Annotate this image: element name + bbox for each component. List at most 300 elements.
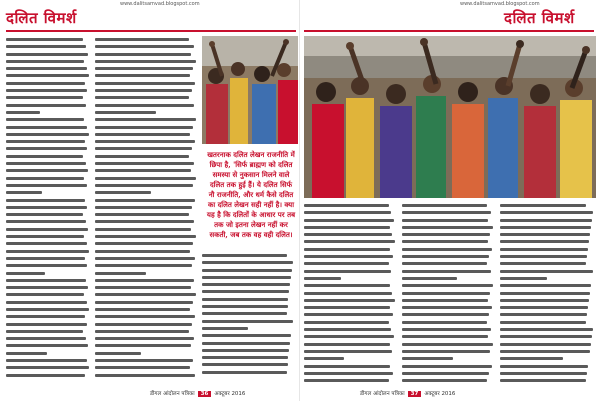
text-line — [202, 310, 294, 317]
text-line-bar — [202, 312, 287, 315]
text-line — [6, 291, 90, 298]
text-line-bar — [500, 233, 590, 236]
text-line — [6, 131, 90, 138]
text-line-bar — [6, 155, 83, 158]
text-line-bar — [95, 242, 193, 245]
text-line-bar — [202, 363, 288, 366]
text-line — [304, 355, 396, 362]
text-line-bar — [95, 118, 196, 121]
text-line — [95, 328, 197, 335]
text-line-bar — [402, 343, 493, 346]
text-line — [500, 304, 594, 311]
text-line — [6, 226, 90, 233]
text-line — [402, 224, 494, 231]
text-line-bar — [95, 53, 191, 56]
text-line-bar — [402, 350, 490, 353]
text-line-bar — [304, 204, 389, 207]
text-line-bar — [500, 328, 593, 331]
text-line-bar — [500, 365, 588, 368]
text-line — [95, 262, 197, 269]
text-line — [6, 233, 90, 240]
text-line-bar — [304, 365, 390, 368]
text-line — [304, 217, 396, 224]
text-line-bar — [6, 366, 89, 369]
text-line-bar — [95, 140, 195, 143]
text-line-bar — [500, 248, 588, 251]
text-line-bar — [202, 356, 288, 359]
text-line-bar — [95, 133, 190, 136]
text-line — [6, 284, 90, 291]
text-line — [402, 217, 494, 224]
text-line — [95, 204, 197, 211]
text-line — [304, 370, 396, 377]
text-line — [6, 189, 90, 196]
text-line-bar — [304, 321, 389, 324]
text-line — [304, 377, 396, 384]
text-line-bar — [6, 235, 84, 238]
text-line — [500, 311, 594, 318]
text-line — [95, 197, 197, 204]
text-line-bar — [202, 342, 290, 345]
text-line — [402, 319, 494, 326]
text-line — [500, 246, 594, 253]
text-line-bar — [402, 306, 492, 309]
text-line — [95, 284, 197, 291]
text-line — [95, 58, 197, 65]
text-line-bar — [500, 313, 587, 316]
text-line-bar — [95, 301, 193, 304]
text-line-bar — [6, 133, 89, 136]
text-line — [500, 202, 594, 209]
text-line — [304, 268, 396, 275]
text-line — [500, 348, 594, 355]
text-line — [95, 226, 197, 233]
text-line-bar — [202, 298, 288, 301]
text-line-bar — [304, 219, 394, 222]
text-line-bar — [202, 283, 290, 286]
text-line-bar — [95, 272, 146, 275]
text-line — [304, 231, 396, 238]
text-line-bar — [95, 147, 192, 150]
footer-date: अक्टूबर 2016 — [424, 391, 456, 397]
text-line — [202, 318, 294, 325]
text-line — [402, 355, 494, 362]
text-line — [95, 313, 197, 320]
text-line — [6, 357, 90, 364]
text-line — [202, 354, 294, 361]
text-line-bar — [402, 262, 487, 265]
text-line — [95, 160, 197, 167]
text-line — [402, 268, 494, 275]
text-line-bar — [6, 330, 83, 333]
text-line — [500, 297, 594, 304]
text-line-bar — [500, 204, 586, 207]
text-line-bar — [6, 177, 84, 180]
text-line — [500, 238, 594, 245]
text-line-bar — [402, 204, 487, 207]
text-line-bar — [6, 286, 88, 289]
text-line-bar — [500, 211, 593, 214]
text-line — [95, 87, 197, 94]
text-line — [95, 131, 197, 138]
header-rule — [304, 30, 594, 32]
text-line-bar — [95, 60, 196, 63]
text-line — [402, 341, 494, 348]
text-line — [6, 262, 90, 269]
text-line-bar — [6, 82, 85, 85]
text-line-bar — [402, 379, 487, 382]
text-line — [6, 72, 90, 79]
text-line — [202, 303, 294, 310]
text-line-bar — [304, 284, 390, 287]
text-line — [6, 321, 90, 328]
text-line-bar — [95, 38, 189, 41]
text-line-bar — [500, 306, 588, 309]
text-line-bar — [95, 315, 195, 318]
text-line — [95, 182, 197, 189]
text-line — [500, 341, 594, 348]
text-line-bar — [304, 313, 393, 316]
protest-photo — [304, 36, 596, 198]
text-line-bar — [500, 321, 586, 324]
text-column — [95, 36, 197, 379]
text-line-bar — [95, 257, 195, 260]
text-line-bar — [6, 191, 42, 194]
text-line-bar — [402, 365, 492, 368]
text-line — [402, 209, 494, 216]
text-line — [95, 72, 197, 79]
text-line-bar — [304, 270, 391, 273]
text-line-bar — [304, 350, 392, 353]
text-line — [95, 65, 197, 72]
text-line-bar — [500, 255, 587, 258]
text-line-bar — [95, 374, 195, 377]
page-url: www.dalitsamvad.blogspot.com — [460, 1, 540, 7]
text-line-bar — [304, 240, 395, 243]
section-header: दलित विमर्श — [504, 9, 575, 27]
text-line-bar — [202, 305, 288, 308]
text-line — [95, 233, 197, 240]
text-line — [6, 372, 90, 379]
text-line — [500, 231, 594, 238]
text-line — [6, 102, 90, 109]
text-line-bar — [6, 206, 87, 209]
text-line — [95, 270, 197, 277]
text-line-bar — [6, 118, 84, 121]
text-line — [6, 87, 90, 94]
text-line — [202, 288, 294, 295]
text-line-bar — [402, 277, 457, 280]
text-line-bar — [402, 357, 453, 360]
text-line-bar — [6, 38, 83, 41]
text-line-bar — [95, 45, 194, 48]
text-column — [500, 202, 594, 384]
text-line — [304, 363, 396, 370]
text-line-bar — [402, 284, 493, 287]
text-line — [202, 259, 294, 266]
text-line — [6, 160, 90, 167]
text-line — [304, 260, 396, 267]
text-line-bar — [95, 126, 193, 129]
text-line — [95, 291, 197, 298]
footer-date: अक्टूबर 2016 — [214, 391, 246, 397]
text-line-bar — [6, 53, 88, 56]
text-line — [95, 218, 197, 225]
text-line-bar — [304, 357, 344, 360]
text-line-bar — [202, 254, 287, 257]
text-line-bar — [6, 45, 86, 48]
text-line-bar — [6, 293, 84, 296]
text-line — [6, 182, 90, 189]
text-line — [500, 275, 594, 282]
text-line — [95, 167, 197, 174]
text-line — [6, 109, 90, 116]
text-line-bar — [500, 350, 590, 353]
text-line-bar — [402, 233, 490, 236]
text-line-bar — [500, 262, 586, 265]
text-line — [304, 253, 396, 260]
text-line — [304, 348, 396, 355]
text-line-bar — [95, 74, 190, 77]
text-line — [95, 175, 197, 182]
text-line-bar — [95, 82, 195, 85]
text-line-bar — [6, 89, 87, 92]
text-line — [6, 255, 90, 262]
text-line — [95, 372, 197, 379]
text-line — [304, 297, 396, 304]
text-line-bar — [304, 277, 341, 280]
footer-title: डीगल आंदोलन पत्रिका — [360, 391, 405, 397]
text-line-bar — [202, 261, 293, 264]
text-line-bar — [6, 323, 87, 326]
text-line — [202, 325, 294, 332]
text-line-bar — [95, 213, 189, 216]
text-column — [6, 36, 90, 379]
text-line-bar — [500, 379, 586, 382]
text-line — [304, 246, 396, 253]
text-line — [304, 238, 396, 245]
text-line — [304, 224, 396, 231]
text-line-bar — [500, 284, 591, 287]
text-line — [304, 209, 396, 216]
text-line-bar — [95, 191, 151, 194]
text-line — [95, 240, 197, 247]
text-line-bar — [6, 169, 88, 172]
header-rule — [6, 30, 296, 32]
text-line-bar — [95, 279, 194, 282]
text-line — [95, 153, 197, 160]
text-line — [6, 197, 90, 204]
text-line-bar — [6, 250, 89, 253]
text-line — [402, 326, 494, 333]
text-line — [402, 311, 494, 318]
text-line-bar — [6, 126, 87, 129]
text-line-bar — [95, 228, 191, 231]
text-line-bar — [95, 293, 196, 296]
text-line — [304, 319, 396, 326]
text-line-bar — [95, 89, 192, 92]
text-line-bar — [6, 96, 83, 99]
text-line — [6, 342, 90, 349]
text-line — [304, 341, 396, 348]
text-line — [500, 319, 594, 326]
text-line — [402, 246, 494, 253]
text-line — [202, 267, 294, 274]
text-line-bar — [500, 357, 563, 360]
text-line — [95, 306, 197, 313]
text-line-bar — [500, 277, 547, 280]
text-column — [202, 252, 294, 376]
text-line — [6, 211, 90, 218]
text-line-bar — [6, 162, 86, 165]
text-line — [6, 153, 90, 160]
text-line-bar — [95, 104, 194, 107]
text-line — [6, 116, 90, 123]
text-line — [402, 304, 494, 311]
text-line-bar — [202, 269, 292, 272]
text-line — [6, 167, 90, 174]
text-line-bar — [6, 352, 47, 355]
text-line-bar — [95, 184, 193, 187]
text-line — [304, 304, 396, 311]
text-line — [402, 238, 494, 245]
text-column — [402, 202, 494, 384]
text-line — [500, 355, 594, 362]
text-line-bar — [304, 379, 389, 382]
text-line-bar — [6, 242, 87, 245]
text-line — [6, 204, 90, 211]
text-line-bar — [6, 337, 86, 340]
text-line — [500, 268, 594, 275]
text-line — [402, 231, 494, 238]
text-line — [202, 252, 294, 259]
text-line — [6, 248, 90, 255]
text-line-bar — [6, 359, 87, 362]
text-line-bar — [304, 372, 393, 375]
text-line-bar — [202, 320, 293, 323]
text-line — [202, 332, 294, 339]
text-line-bar — [402, 299, 488, 302]
text-line-bar — [95, 111, 156, 114]
page-footer — [360, 389, 455, 397]
section-header: दलित विमर्श — [6, 9, 77, 27]
text-line-bar — [95, 169, 191, 172]
text-line — [402, 333, 494, 340]
text-line-bar — [202, 349, 289, 352]
text-line — [202, 296, 294, 303]
text-line — [402, 363, 494, 370]
text-line-bar — [304, 248, 390, 251]
text-line-bar — [6, 374, 85, 377]
text-line — [95, 248, 197, 255]
text-line — [6, 94, 90, 101]
text-line-bar — [95, 352, 141, 355]
text-line-bar — [6, 199, 85, 202]
text-line-bar — [304, 299, 395, 302]
text-line — [6, 65, 90, 72]
text-line-bar — [95, 67, 193, 70]
text-line — [6, 335, 90, 342]
text-line-bar — [304, 328, 391, 331]
text-line-bar — [6, 220, 86, 223]
text-line-bar — [500, 240, 589, 243]
text-line — [6, 58, 90, 65]
text-line-bar — [402, 313, 489, 316]
text-line — [95, 255, 197, 262]
text-line-bar — [95, 286, 191, 289]
text-line — [304, 333, 396, 340]
text-line — [95, 357, 197, 364]
text-line-bar — [95, 235, 196, 238]
text-line — [95, 145, 197, 152]
protest-photo — [202, 36, 298, 144]
text-line — [500, 333, 594, 340]
text-line — [202, 361, 294, 368]
text-line — [95, 342, 197, 349]
text-line — [402, 275, 494, 282]
text-line — [95, 43, 197, 50]
text-line — [95, 51, 197, 58]
text-line — [500, 363, 594, 370]
right-page — [300, 0, 600, 401]
text-line — [6, 36, 90, 43]
text-line — [402, 253, 494, 260]
text-line-bar — [402, 270, 491, 273]
text-line — [95, 138, 197, 145]
text-line — [6, 270, 90, 277]
text-line-bar — [95, 264, 192, 267]
text-line-bar — [304, 343, 390, 346]
text-line — [402, 377, 494, 384]
text-line — [500, 290, 594, 297]
text-line-bar — [202, 276, 291, 279]
text-line-bar — [402, 219, 488, 222]
text-line-bar — [304, 211, 391, 214]
text-line-bar — [500, 335, 592, 338]
text-line-bar — [6, 104, 86, 107]
text-line — [500, 260, 594, 267]
text-line — [500, 282, 594, 289]
text-line — [402, 348, 494, 355]
text-line — [304, 290, 396, 297]
text-line-bar — [6, 301, 87, 304]
text-line — [6, 43, 90, 50]
text-line — [500, 377, 594, 384]
text-line — [95, 94, 197, 101]
text-line-bar — [6, 67, 87, 70]
text-line-bar — [95, 323, 192, 326]
text-line — [95, 321, 197, 328]
text-line-bar — [95, 366, 190, 369]
text-line-bar — [402, 292, 490, 295]
text-line-bar — [95, 199, 195, 202]
text-line — [500, 253, 594, 260]
text-line — [6, 218, 90, 225]
text-line-bar — [402, 240, 488, 243]
text-line-bar — [500, 343, 591, 346]
text-line — [500, 217, 594, 224]
text-line — [202, 340, 294, 347]
text-line-bar — [402, 321, 487, 324]
text-line — [95, 124, 197, 131]
text-line-bar — [95, 359, 193, 362]
text-line-bar — [402, 211, 491, 214]
text-line-bar — [500, 372, 587, 375]
text-line — [6, 145, 90, 152]
text-line — [202, 274, 294, 281]
text-line-bar — [402, 255, 489, 258]
text-line — [402, 282, 494, 289]
